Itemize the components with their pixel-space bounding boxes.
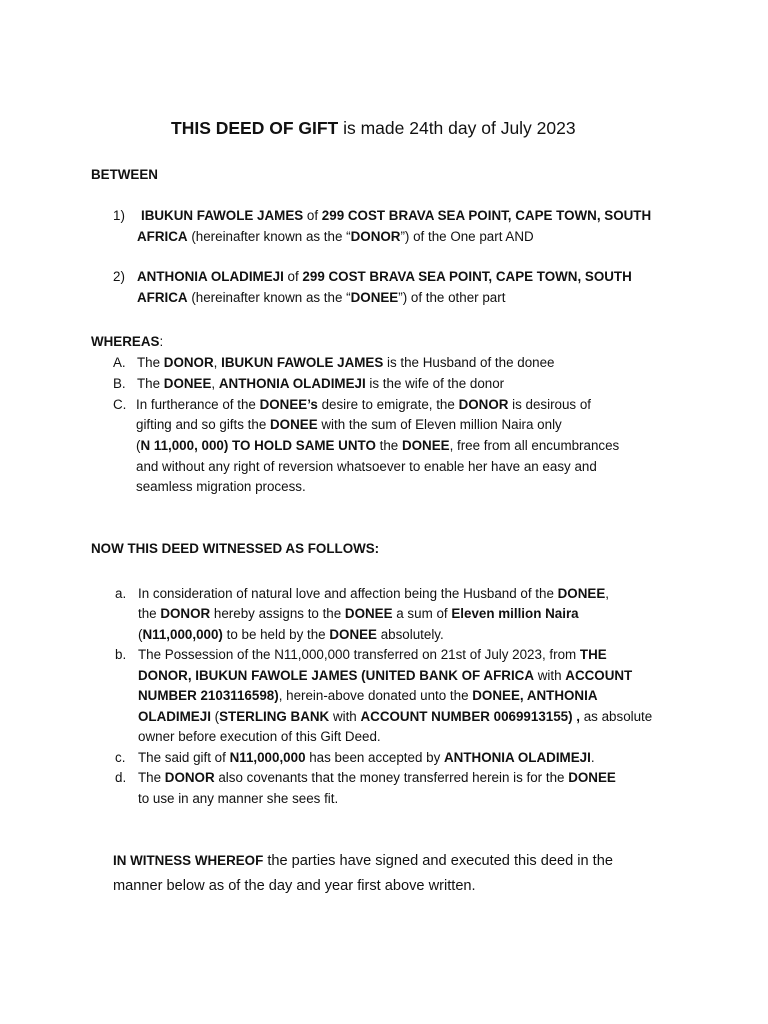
- text-segment: also covenants that the money transferred herein is for the: [214, 770, 569, 785]
- bold-segment: N 11,000, 000) TO HOLD SAME UNTO: [140, 438, 376, 453]
- bold-segment: DONEE’s: [259, 397, 318, 412]
- follows-b-marker: b.: [115, 647, 127, 662]
- bold-segment: DONEE: [401, 438, 450, 453]
- follows-d-marker: d.: [115, 770, 127, 785]
- witness-line-2: manner below as of the day and year first above written.: [113, 878, 476, 894]
- follows-a-line-1: [138, 584, 609, 605]
- text-segment: absolutely.: [376, 627, 444, 642]
- bold-segment: OLADIMEJI: [138, 709, 211, 724]
- follows-c-marker: c.: [115, 750, 126, 765]
- text-segment: , herein-above donated unto the: [278, 688, 473, 703]
- party-1-line-2: [137, 227, 534, 248]
- deed-title-bold: THIS DEED OF GIFT: [171, 118, 339, 138]
- follows-b-line-4: [138, 707, 652, 728]
- text-segment: a sum of: [392, 606, 452, 621]
- text-segment: In consideration of natural love and affection being the Husband of the: [138, 586, 558, 601]
- follows-a-line-2: [138, 604, 579, 625]
- follows-d-line-2: [138, 789, 338, 810]
- bold-segment: DONOR: [163, 355, 214, 370]
- witnessed-heading-text: NOW THIS DEED WITNESSED AS FOLLOWS:: [91, 541, 380, 556]
- bold-segment: AFRICA: [137, 229, 188, 244]
- follows-a-marker: a.: [115, 586, 127, 601]
- follows-c-line-1: [138, 748, 595, 769]
- whereas-b-marker: B.: [113, 376, 126, 391]
- follows-b-line-3: [138, 686, 598, 707]
- party-2-line-1: [137, 267, 632, 288]
- bold-segment: IBUKUN FAWOLE JAMES: [221, 355, 384, 370]
- text-segment: to be held by the: [222, 627, 330, 642]
- bold-segment: DONOR: [164, 770, 215, 785]
- whereas-b-line-1: [137, 374, 504, 395]
- bold-segment: DONOR: [350, 229, 401, 244]
- text-segment: as absolute: [580, 709, 653, 724]
- whereas-c-line-4: [136, 457, 597, 478]
- follows-a-line-3: [138, 625, 444, 646]
- text-segment: The: [137, 376, 164, 391]
- text-segment: (: [136, 438, 141, 453]
- follows-b-line-1: [138, 645, 607, 666]
- between-heading: [91, 165, 158, 186]
- text-segment: with: [534, 668, 566, 683]
- bold-segment: DONEE, ANTHONIA: [472, 688, 598, 703]
- bold-segment: DONOR, IBUKUN FAWOLE JAMES (UNITED BANK OF AFRICA: [138, 668, 535, 683]
- text-segment: The: [138, 770, 165, 785]
- witness-bold: IN WITNESS WHEREOF: [113, 853, 264, 868]
- text-segment: with: [329, 709, 361, 724]
- bold-segment: DONEE: [557, 586, 606, 601]
- text-segment: ,: [213, 355, 222, 370]
- bold-segment: N11,000,000): [142, 627, 223, 642]
- bold-segment: DONEE: [350, 290, 399, 305]
- between-heading-text: BETWEEN: [91, 167, 158, 182]
- bold-segment: 299 COST BRAVA SEA POINT, CAPE TOWN, SOUTH: [302, 269, 632, 284]
- text-segment: of: [283, 269, 303, 284]
- bold-segment: Eleven million Naira: [451, 606, 579, 621]
- party-1-line-1: [141, 206, 651, 227]
- bold-segment: N11,000,000: [229, 750, 306, 765]
- text-segment: ,: [605, 586, 609, 601]
- text-segment: is desirous of: [508, 397, 592, 412]
- whereas-a-line-1: [137, 353, 555, 374]
- text-segment: to use in any manner she sees fit.: [138, 791, 339, 806]
- bold-segment: NUMBER 2103116598): [138, 688, 279, 703]
- bold-segment: DONEE: [344, 606, 393, 621]
- party-2-marker: 2): [113, 269, 125, 284]
- whereas-a-marker: A.: [113, 355, 126, 370]
- bold-segment: IBUKUN FAWOLE JAMES: [141, 208, 304, 223]
- bold-segment: 299 COST BRAVA SEA POINT, CAPE TOWN, SOUTH: [321, 208, 652, 223]
- text-segment: seamless migration process.: [136, 479, 306, 494]
- text-segment: is the Husband of the donee: [383, 355, 555, 370]
- whereas-c-line-5: [136, 477, 306, 498]
- text-segment: , free from all encumbrances: [449, 438, 620, 453]
- text-segment: .: [590, 750, 595, 765]
- whereas-heading-text: WHEREAS: [91, 334, 160, 349]
- bold-segment: DONEE: [568, 770, 616, 785]
- whereas-heading: [91, 332, 163, 353]
- witnessed-heading: [91, 539, 379, 560]
- bold-segment: DONEE: [329, 627, 377, 642]
- follows-b-line-2: [138, 666, 632, 687]
- text-segment: ,: [211, 376, 219, 391]
- text-segment: (hereinafter known as the “: [187, 229, 351, 244]
- bold-segment: DONEE: [270, 417, 318, 432]
- text-segment: (hereinafter known as the “: [187, 290, 351, 305]
- text-segment: has been accepted by: [305, 750, 444, 765]
- bold-segment: THE: [579, 647, 607, 662]
- whereas-c-marker: C.: [113, 397, 127, 412]
- witness-line-1: [113, 849, 613, 874]
- text-segment: (: [138, 627, 143, 642]
- text-segment: desire to emigrate, the: [317, 397, 459, 412]
- whereas-c-line-3: [136, 436, 619, 457]
- text-segment: and without any right of reversion whatsoever to enable her have an easy and: [136, 459, 597, 474]
- text-segment: the: [138, 606, 161, 621]
- bold-segment: DONEE: [163, 376, 212, 391]
- follows-b-line-5: [138, 727, 381, 748]
- bold-segment: DONOR: [458, 397, 509, 412]
- bold-segment: DONOR: [160, 606, 211, 621]
- text-segment: of: [303, 208, 322, 223]
- text-segment: owner before execution of this Gift Deed.: [138, 729, 381, 744]
- bold-segment: ANTHONIA OLADIMEJI: [218, 376, 366, 391]
- text-segment: (: [210, 709, 220, 724]
- whereas-c-line-2: [136, 415, 562, 436]
- text-segment: the: [375, 438, 402, 453]
- text-segment: In furtherance of the: [136, 397, 260, 412]
- text-segment: The Possession of the N11,000,000 transferred on 21st of July 2023, from: [138, 647, 580, 662]
- text-segment: with the sum of Eleven million Naira only: [317, 417, 562, 432]
- bold-segment: ACCOUNT NUMBER 0069913155) ,: [360, 709, 581, 724]
- text-segment: is the wife of the donor: [365, 376, 505, 391]
- deed-title-rest: is made 24th day of July 2023: [338, 118, 576, 138]
- text-segment: ”) of the other part: [398, 290, 506, 305]
- bold-segment: ANTHONIA OLADIMEJI: [137, 269, 284, 284]
- bold-segment: ACCOUNT: [565, 668, 633, 683]
- bold-segment: STERLING BANK: [219, 709, 330, 724]
- witness-line-1-rest: the parties have signed and executed this deed in the: [263, 853, 613, 869]
- whereas-c-line-1: [136, 395, 591, 416]
- text-segment: The said gift of: [138, 750, 230, 765]
- follows-d-line-1: [138, 768, 616, 789]
- bold-segment: AFRICA: [137, 290, 188, 305]
- text-segment: The: [137, 355, 164, 370]
- bold-segment: ANTHONIA OLADIMEJI: [444, 750, 591, 765]
- whereas-colon: :: [159, 334, 164, 349]
- text-segment: gifting and so gifts the: [136, 417, 270, 432]
- party-1-marker: 1): [113, 208, 125, 223]
- text-segment: ”) of the One part AND: [400, 229, 534, 244]
- deed-title: [171, 118, 576, 139]
- party-2-line-2: [137, 288, 505, 309]
- text-segment: hereby assigns to the: [210, 606, 345, 621]
